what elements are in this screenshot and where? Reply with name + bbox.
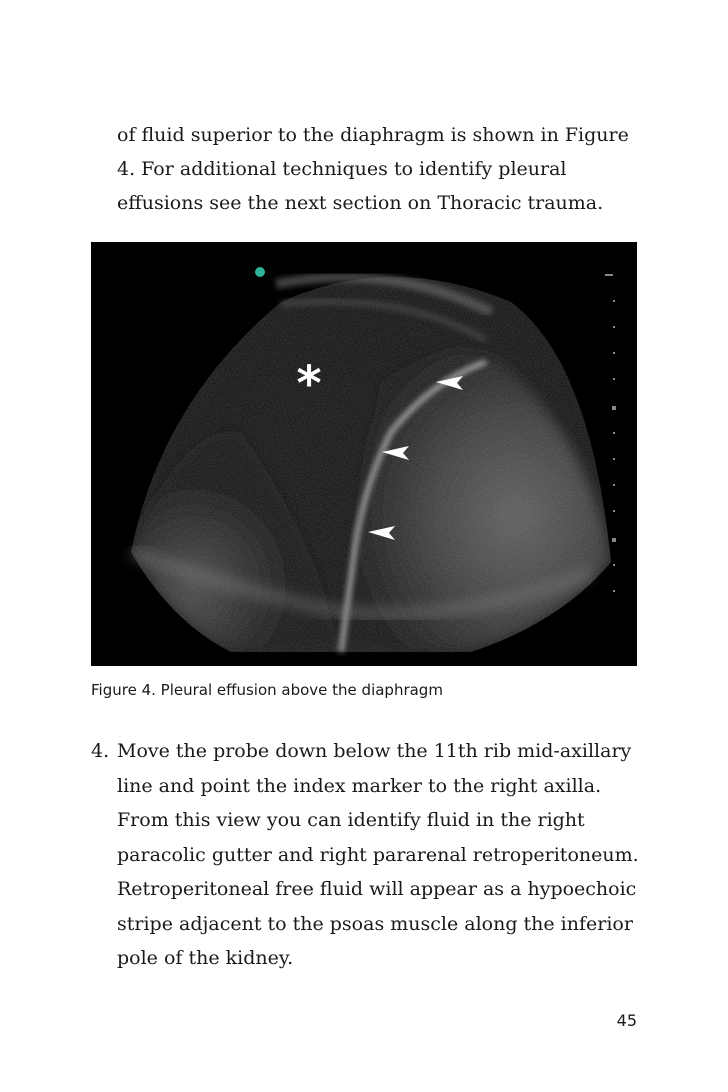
figure-caption: Figure 4. Pleural effusion above the diaphragm [91,681,443,699]
paragraph-line: 4. For additional techniques to identify pleural [117,158,567,180]
list-item-line: Retroperitoneal free fluid will appear as a hypoechoic [117,878,637,900]
asterisk-label: * [296,356,322,412]
list-item-line: Move the probe down below the 11th rib mid-axillary [117,740,632,762]
ultrasound-figure [91,242,637,666]
list-item-number: 4. [91,740,110,762]
list-item-line: line and point the index marker to the right axilla. [117,774,602,797]
list-item-line: stripe adjacent to the psoas muscle along the inferior [117,912,633,935]
list-item-line: paracolic gutter and right pararenal retroperitoneum. [117,843,639,866]
paragraph-line: effusions see the next section on Thoracic trauma. [117,192,604,214]
ultrasound-image [91,242,637,666]
body-paragraph-continued [117,118,677,220]
paragraph-line: of fluid superior to the diaphragm is shown in Figure [117,124,629,146]
index-marker-dot [255,267,265,277]
page-number: 45 [616,1011,637,1030]
list-item-line: pole of the kidney. [117,947,294,969]
list-item-line: From this view you can identify fluid in the right [117,809,585,831]
list-item-text [117,734,639,976]
